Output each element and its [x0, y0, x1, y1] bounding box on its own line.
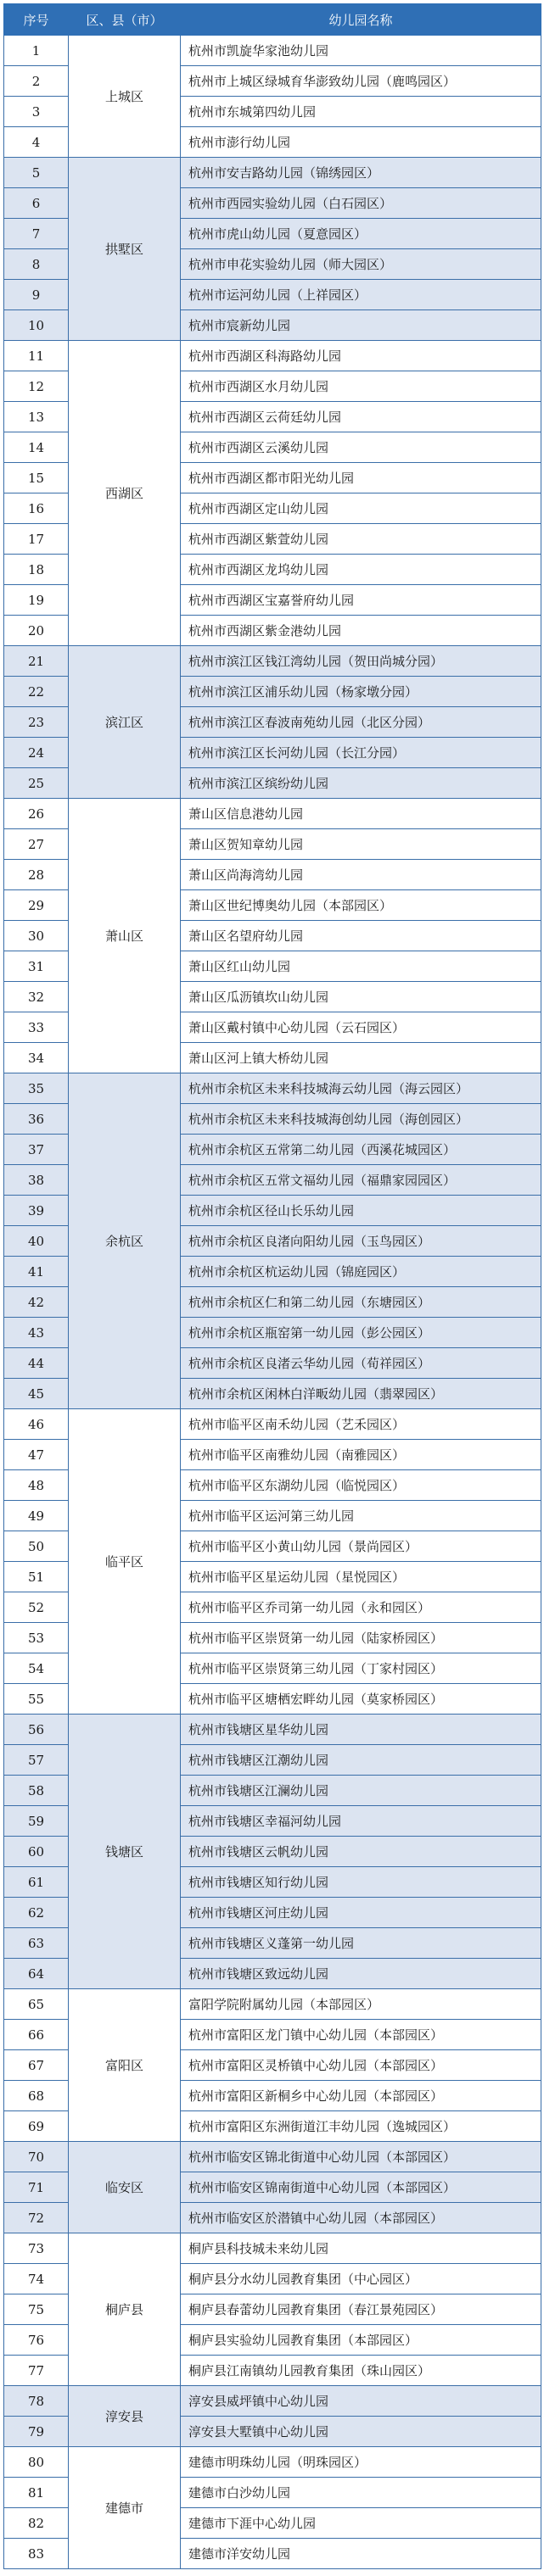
row-index: 9 — [4, 280, 69, 310]
district-cell: 拱墅区 — [69, 158, 181, 341]
kindergarten-name: 杭州市临平区运河第三幼儿园 — [181, 1501, 541, 1531]
kindergarten-name: 杭州市临平区星运幼儿园（星悦园区） — [181, 1562, 541, 1592]
row-index: 31 — [4, 951, 69, 982]
row-index: 11 — [4, 341, 69, 371]
row-index: 46 — [4, 1409, 69, 1440]
kindergarten-name: 建德市洋安幼儿园 — [181, 2539, 541, 2569]
kindergarten-name: 杭州市虎山幼儿园（夏意园区） — [181, 219, 541, 249]
kindergarten-name: 杭州市余杭区良渚向阳幼儿园（玉鸟园区） — [181, 1226, 541, 1257]
row-index: 66 — [4, 2020, 69, 2050]
kindergarten-name: 杭州市澎行幼儿园 — [181, 127, 541, 158]
row-index: 55 — [4, 1684, 69, 1715]
kindergarten-name: 杭州市东城第四幼儿园 — [181, 97, 541, 127]
kindergarten-name: 杭州市临平区乔司第一幼儿园（永和园区） — [181, 1592, 541, 1623]
kindergarten-name: 杭州市临安区於潜镇中心幼儿园（本部园区） — [181, 2203, 541, 2233]
kindergarten-name: 桐庐县分水幼儿园教育集团（中心园区） — [181, 2264, 541, 2294]
kindergarten-list-table — [3, 3, 541, 2569]
kindergarten-name: 杭州市余杭区瓶窑第一幼儿园（彭公园区） — [181, 1318, 541, 1348]
row-index: 29 — [4, 890, 69, 921]
row-index: 60 — [4, 1837, 69, 1867]
kindergarten-name: 杭州市滨江区浦乐幼儿园（杨家墩分园） — [181, 677, 541, 707]
kindergarten-name: 杭州市西湖区都市阳光幼儿园 — [181, 463, 541, 493]
row-index: 10 — [4, 310, 69, 341]
district-cell: 桐庐县 — [69, 2233, 181, 2386]
kindergarten-name: 杭州市余杭区径山长乐幼儿园 — [181, 1196, 541, 1226]
district-cell: 上城区 — [69, 36, 181, 158]
row-index: 56 — [4, 1715, 69, 1745]
row-index: 13 — [4, 402, 69, 432]
kindergarten-name: 杭州市临平区小黄山幼儿园（景尚园区） — [181, 1531, 541, 1562]
table-header-row — [4, 4, 541, 36]
kindergarten-name: 杭州市临平区东湖幼儿园（临悦园区） — [181, 1470, 541, 1501]
table-row — [4, 646, 541, 677]
row-index: 25 — [4, 768, 69, 799]
row-index: 69 — [4, 2111, 69, 2142]
kindergarten-name: 杭州市西湖区科海路幼儿园 — [181, 341, 541, 371]
kindergarten-name: 萧山区戴村镇中心幼儿园（云石园区） — [181, 1012, 541, 1043]
row-index: 49 — [4, 1501, 69, 1531]
kindergarten-name: 建德市白沙幼儿园 — [181, 2478, 541, 2508]
row-index: 57 — [4, 1745, 69, 1776]
kindergarten-name: 萧山区信息港幼儿园 — [181, 799, 541, 829]
kindergarten-name: 萧山区贺知章幼儿园 — [181, 829, 541, 860]
row-index: 17 — [4, 524, 69, 555]
kindergarten-name: 杭州市临平区崇贤第三幼儿园（丁家村园区） — [181, 1653, 541, 1684]
kindergarten-name: 杭州市钱塘区云帆幼儿园 — [181, 1837, 541, 1867]
row-index: 27 — [4, 829, 69, 860]
row-index: 8 — [4, 249, 69, 280]
row-index: 38 — [4, 1165, 69, 1196]
district-cell: 临平区 — [69, 1409, 181, 1715]
table-row — [4, 2142, 541, 2172]
row-index: 77 — [4, 2356, 69, 2386]
kindergarten-name: 桐庐县春蕾幼儿园教育集团（春江景苑园区） — [181, 2294, 541, 2325]
table-row — [4, 341, 541, 371]
kindergarten-name: 杭州市临平区南禾幼儿园（艺禾园区） — [181, 1409, 541, 1440]
row-index: 6 — [4, 188, 69, 219]
kindergarten-name: 桐庐县科技城未来幼儿园 — [181, 2233, 541, 2264]
row-index: 26 — [4, 799, 69, 829]
kindergarten-name: 杭州市钱塘区星华幼儿园 — [181, 1715, 541, 1745]
kindergarten-name: 杭州市滨江区长河幼儿园（长江分园） — [181, 738, 541, 768]
kindergarten-name: 杭州市钱塘区河庄幼儿园 — [181, 1898, 541, 1928]
row-index: 63 — [4, 1928, 69, 1959]
kindergarten-name: 杭州市余杭区闲林白洋畈幼儿园（翡翠园区） — [181, 1379, 541, 1409]
kindergarten-name: 杭州市钱塘区江潮幼儿园 — [181, 1745, 541, 1776]
row-index: 18 — [4, 555, 69, 585]
row-index: 61 — [4, 1867, 69, 1898]
table-row — [4, 1409, 541, 1440]
kindergarten-name: 杭州市运河幼儿园（上祥园区） — [181, 280, 541, 310]
kindergarten-name: 桐庐县实验幼儿园教育集团（本部园区） — [181, 2325, 541, 2356]
row-index: 42 — [4, 1287, 69, 1318]
district-cell: 建德市 — [69, 2447, 181, 2569]
kindergarten-name: 杭州市余杭区五常第二幼儿园（西溪花城园区） — [181, 1135, 541, 1165]
district-cell: 淳安县 — [69, 2386, 181, 2447]
kindergarten-name: 杭州市西湖区云溪幼儿园 — [181, 432, 541, 463]
row-index: 54 — [4, 1653, 69, 1684]
row-index: 19 — [4, 585, 69, 616]
kindergarten-name: 杭州市滨江区春波南苑幼儿园（北区分园） — [181, 707, 541, 738]
row-index: 35 — [4, 1073, 69, 1104]
row-index: 40 — [4, 1226, 69, 1257]
kindergarten-name: 杭州市余杭区未来科技城海创幼儿园（海创园区） — [181, 1104, 541, 1135]
table-row — [4, 2386, 541, 2417]
row-index: 83 — [4, 2539, 69, 2569]
table-row — [4, 158, 541, 188]
row-index: 70 — [4, 2142, 69, 2172]
row-index: 24 — [4, 738, 69, 768]
kindergarten-name: 萧山区瓜沥镇坎山幼儿园 — [181, 982, 541, 1012]
row-index: 2 — [4, 66, 69, 97]
kindergarten-name: 杭州市西湖区云荷廷幼儿园 — [181, 402, 541, 432]
row-index: 15 — [4, 463, 69, 493]
row-index: 78 — [4, 2386, 69, 2417]
kindergarten-name: 淳安县大墅镇中心幼儿园 — [181, 2417, 541, 2447]
kindergarten-name: 杭州市申花实验幼儿园（师大园区） — [181, 249, 541, 280]
kindergarten-name: 杭州市上城区绿城育华澎致幼儿园（鹿鸣园区） — [181, 66, 541, 97]
header-kindergarten-name: 幼儿园名称 — [181, 4, 541, 36]
district-cell: 余杭区 — [69, 1073, 181, 1409]
kindergarten-name: 杭州市西湖区紫金港幼儿园 — [181, 616, 541, 646]
row-index: 47 — [4, 1440, 69, 1470]
row-index: 74 — [4, 2264, 69, 2294]
row-index: 53 — [4, 1623, 69, 1653]
row-index: 45 — [4, 1379, 69, 1409]
row-index: 43 — [4, 1318, 69, 1348]
kindergarten-name: 杭州市钱塘区致远幼儿园 — [181, 1959, 541, 1989]
row-index: 64 — [4, 1959, 69, 1989]
row-index: 3 — [4, 97, 69, 127]
header-district: 区、县（市） — [69, 4, 181, 36]
kindergarten-name: 建德市下涯中心幼儿园 — [181, 2508, 541, 2539]
table-row — [4, 1715, 541, 1745]
row-index: 79 — [4, 2417, 69, 2447]
row-index: 62 — [4, 1898, 69, 1928]
table-row — [4, 2233, 541, 2264]
kindergarten-name: 杭州市余杭区良渚云华幼儿园（荀祥园区） — [181, 1348, 541, 1379]
district-cell: 滨江区 — [69, 646, 181, 799]
kindergarten-name: 萧山区世纪博奥幼儿园（本部园区） — [181, 890, 541, 921]
kindergarten-name: 淳安县威坪镇中心幼儿园 — [181, 2386, 541, 2417]
district-cell: 临安区 — [69, 2142, 181, 2233]
kindergarten-name: 杭州市钱塘区幸福河幼儿园 — [181, 1806, 541, 1837]
district-cell: 西湖区 — [69, 341, 181, 646]
row-index: 51 — [4, 1562, 69, 1592]
row-index: 33 — [4, 1012, 69, 1043]
table-body — [4, 36, 541, 2569]
row-index: 81 — [4, 2478, 69, 2508]
kindergarten-name: 杭州市富阳区灵桥镇中心幼儿园（本部园区） — [181, 2050, 541, 2081]
district-cell: 萧山区 — [69, 799, 181, 1073]
kindergarten-name: 杭州市临平区南雅幼儿园（南雅园区） — [181, 1440, 541, 1470]
kindergarten-name: 萧山区红山幼儿园 — [181, 951, 541, 982]
row-index: 20 — [4, 616, 69, 646]
kindergarten-name: 杭州市西园实验幼儿园（白石园区） — [181, 188, 541, 219]
kindergarten-name: 杭州市临安区锦北街道中心幼儿园（本部园区） — [181, 2142, 541, 2172]
kindergarten-name: 杭州市余杭区五常文福幼儿园（福鼎家园园区） — [181, 1165, 541, 1196]
kindergarten-name: 杭州市余杭区仁和第二幼儿园（东塘园区） — [181, 1287, 541, 1318]
row-index: 4 — [4, 127, 69, 158]
kindergarten-name: 建德市明珠幼儿园（明珠园区） — [181, 2447, 541, 2478]
row-index: 72 — [4, 2203, 69, 2233]
kindergarten-name: 杭州市余杭区未来科技城海云幼儿园（海云园区） — [181, 1073, 541, 1104]
table-row — [4, 799, 541, 829]
kindergarten-name: 杭州市临平区崇贤第一幼儿园（陆家桥园区） — [181, 1623, 541, 1653]
row-index: 67 — [4, 2050, 69, 2081]
row-index: 28 — [4, 860, 69, 890]
kindergarten-name: 杭州市临安区锦南街道中心幼儿园（本部园区） — [181, 2172, 541, 2203]
row-index: 65 — [4, 1989, 69, 2020]
row-index: 36 — [4, 1104, 69, 1135]
row-index: 34 — [4, 1043, 69, 1073]
row-index: 41 — [4, 1257, 69, 1287]
kindergarten-name: 萧山区尚海湾幼儿园 — [181, 860, 541, 890]
row-index: 37 — [4, 1135, 69, 1165]
row-index: 22 — [4, 677, 69, 707]
row-index: 68 — [4, 2081, 69, 2111]
kindergarten-name: 杭州市安吉路幼儿园（锦绣园区） — [181, 158, 541, 188]
kindergarten-name: 萧山区名望府幼儿园 — [181, 921, 541, 951]
row-index: 48 — [4, 1470, 69, 1501]
row-index: 14 — [4, 432, 69, 463]
kindergarten-name: 杭州市宸新幼儿园 — [181, 310, 541, 341]
row-index: 12 — [4, 371, 69, 402]
row-index: 82 — [4, 2508, 69, 2539]
kindergarten-name: 杭州市凯旋华家池幼儿园 — [181, 36, 541, 66]
kindergarten-table-container — [3, 3, 541, 2569]
row-index: 59 — [4, 1806, 69, 1837]
row-index: 50 — [4, 1531, 69, 1562]
kindergarten-name: 杭州市钱塘区义蓬第一幼儿园 — [181, 1928, 541, 1959]
table-row — [4, 1989, 541, 2020]
row-index: 23 — [4, 707, 69, 738]
district-cell: 钱塘区 — [69, 1715, 181, 1989]
table-row — [4, 1073, 541, 1104]
row-index: 16 — [4, 493, 69, 524]
kindergarten-name: 萧山区河上镇大桥幼儿园 — [181, 1043, 541, 1073]
kindergarten-name: 杭州市西湖区定山幼儿园 — [181, 493, 541, 524]
kindergarten-name: 杭州市临平区塘栖宏畔幼儿园（莫家桥园区） — [181, 1684, 541, 1715]
kindergarten-name: 杭州市富阳区东洲街道江丰幼儿园（逸城园区） — [181, 2111, 541, 2142]
row-index: 1 — [4, 36, 69, 66]
row-index: 5 — [4, 158, 69, 188]
row-index: 71 — [4, 2172, 69, 2203]
kindergarten-name: 杭州市滨江区缤纷幼儿园 — [181, 768, 541, 799]
row-index: 75 — [4, 2294, 69, 2325]
row-index: 73 — [4, 2233, 69, 2264]
row-index: 44 — [4, 1348, 69, 1379]
row-index: 76 — [4, 2325, 69, 2356]
table-row — [4, 36, 541, 66]
row-index: 7 — [4, 219, 69, 249]
district-cell: 富阳区 — [69, 1989, 181, 2142]
kindergarten-name: 杭州市西湖区水月幼儿园 — [181, 371, 541, 402]
table-row — [4, 2447, 541, 2478]
kindergarten-name: 杭州市西湖区紫萱幼儿园 — [181, 524, 541, 555]
kindergarten-name: 富阳学院附属幼儿园（本部园区） — [181, 1989, 541, 2020]
row-index: 21 — [4, 646, 69, 677]
row-index: 58 — [4, 1776, 69, 1806]
row-index: 32 — [4, 982, 69, 1012]
kindergarten-name: 杭州市余杭区杭运幼儿园（锦庭园区） — [181, 1257, 541, 1287]
kindergarten-name: 杭州市钱塘区知行幼儿园 — [181, 1867, 541, 1898]
kindergarten-name: 杭州市西湖区龙坞幼儿园 — [181, 555, 541, 585]
kindergarten-name: 杭州市钱塘区江澜幼儿园 — [181, 1776, 541, 1806]
kindergarten-name: 桐庐县江南镇幼儿园教育集团（珠山园区） — [181, 2356, 541, 2386]
row-index: 80 — [4, 2447, 69, 2478]
kindergarten-name: 杭州市西湖区宝嘉誉府幼儿园 — [181, 585, 541, 616]
row-index: 30 — [4, 921, 69, 951]
row-index: 52 — [4, 1592, 69, 1623]
kindergarten-name: 杭州市富阳区新桐乡中心幼儿园（本部园区） — [181, 2081, 541, 2111]
kindergarten-name: 杭州市滨江区钱江湾幼儿园（贺田尚城分园） — [181, 646, 541, 677]
row-index: 39 — [4, 1196, 69, 1226]
kindergarten-name: 杭州市富阳区龙门镇中心幼儿园（本部园区） — [181, 2020, 541, 2050]
header-index: 序号 — [4, 4, 69, 36]
